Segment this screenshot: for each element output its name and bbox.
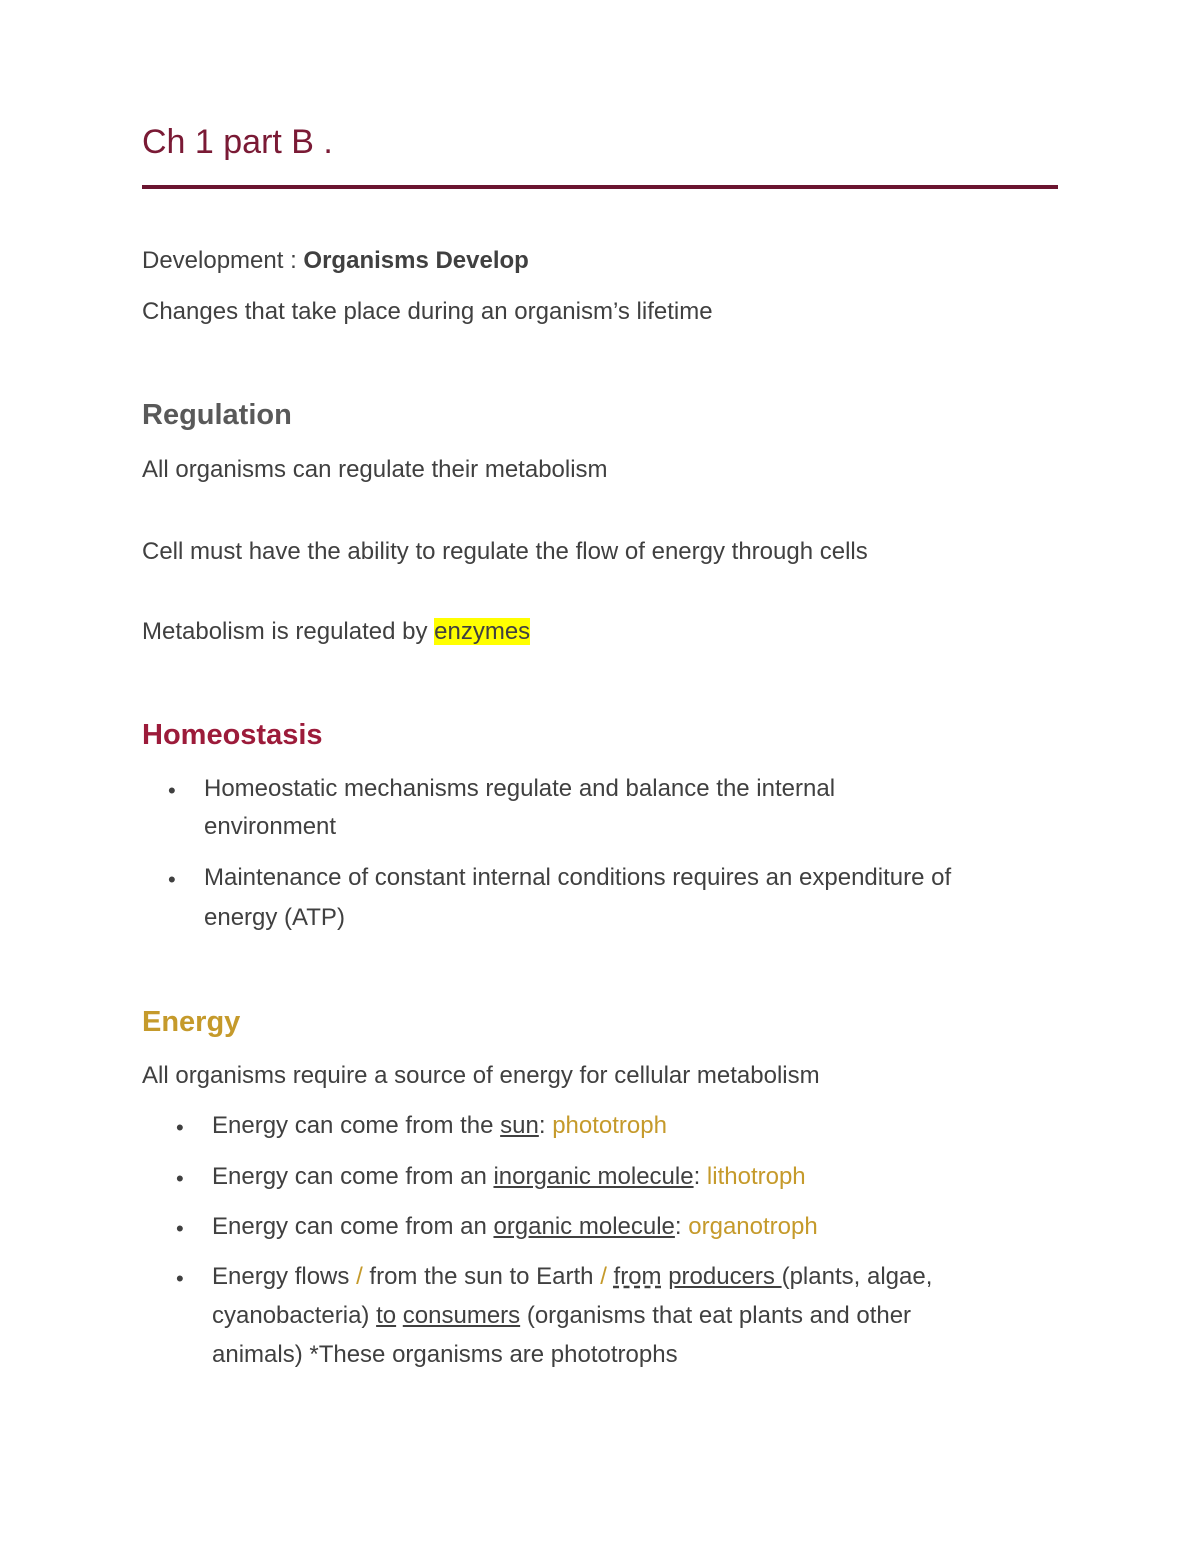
- bullet-icon: •: [176, 1216, 184, 1241]
- underline-consumers: consumers: [402, 1302, 521, 1329]
- text-plants-algae: (plants, algae,: [781, 1263, 933, 1290]
- highlight-enzymes: enzymes: [434, 618, 531, 645]
- energy-heading: Energy: [142, 1006, 241, 1038]
- regulation-line-3-text: Metabolism is regulated by: [142, 618, 435, 645]
- colon: :: [693, 1163, 707, 1190]
- colon: :: [538, 1112, 553, 1139]
- bullet-icon: •: [176, 1266, 184, 1291]
- energy-bullet-3-text: Energy can come from an: [212, 1213, 494, 1240]
- energy-bullet-3: [212, 1212, 818, 1242]
- regulation-line-3: [142, 617, 530, 647]
- slash-separator: /: [356, 1263, 363, 1290]
- energy-bullet-4-line-2: [212, 1301, 911, 1331]
- bullet-icon: •: [168, 778, 176, 803]
- underline-organic-molecule: organic molecule: [493, 1213, 675, 1240]
- text-cyanobacteria: cyanobacteria): [212, 1302, 377, 1329]
- bullet-icon: •: [168, 867, 176, 892]
- homeostasis-heading: Homeostasis: [142, 719, 323, 751]
- term-phototroph: phototroph: [552, 1112, 667, 1139]
- energy-intro: All organisms require a source of energy for cellular metabolism: [142, 1062, 820, 1089]
- colon: :: [674, 1213, 689, 1240]
- energy-bullet-4-line-1: [212, 1262, 932, 1292]
- text-energy-flows: Energy flows: [212, 1263, 357, 1290]
- homeostasis-bullet-2-line-2: energy (ATP): [204, 904, 345, 931]
- underline-sun: sun: [500, 1112, 539, 1139]
- underline-to: to: [376, 1302, 397, 1329]
- text-sun-to-earth: from the sun to Earth: [362, 1263, 601, 1290]
- homeostasis-bullet-2-line-1: Maintenance of constant internal conditions requires an expenditure of: [204, 864, 952, 891]
- bullet-icon: •: [176, 1166, 184, 1191]
- term-lithotroph: lithotroph: [706, 1163, 806, 1190]
- title-rule: [142, 185, 1058, 189]
- space: [607, 1263, 614, 1290]
- underline-inorganic-molecule: inorganic molecule: [493, 1163, 694, 1190]
- regulation-line-1: All organisms can regulate their metabolism: [142, 456, 608, 483]
- development-label: Development :: [142, 247, 304, 274]
- underline-from: from: [613, 1263, 662, 1290]
- energy-bullet-2: [212, 1162, 806, 1192]
- development-bold: Organisms Develop: [303, 247, 529, 274]
- energy-bullet-2-text: Energy can come from an: [212, 1163, 494, 1190]
- bullet-icon: •: [176, 1115, 184, 1140]
- page-title: Ch 1 part B .: [142, 123, 333, 161]
- energy-bullet-4-line-3: animals) *These organisms are phototrophs: [212, 1341, 678, 1368]
- slash-separator: /: [600, 1263, 607, 1290]
- development-line: [142, 246, 529, 276]
- energy-bullet-1: [212, 1111, 667, 1141]
- homeostasis-bullet-1-line-2: environment: [204, 813, 337, 840]
- underline-producers: producers: [668, 1263, 782, 1290]
- text-organisms-that-eat: (organisms that eat plants and other: [520, 1302, 912, 1329]
- energy-bullet-1-text: Energy can come from the: [212, 1112, 501, 1139]
- space: [396, 1302, 403, 1329]
- regulation-line-2: Cell must have the ability to regulate the flow of energy through cells: [142, 538, 868, 565]
- development-description: Changes that take place during an organism’s lifetime: [142, 298, 713, 325]
- term-organotroph: organotroph: [688, 1213, 818, 1240]
- regulation-heading: Regulation: [142, 399, 292, 431]
- homeostasis-bullet-1-line-1: Homeostatic mechanisms regulate and balance the internal: [204, 775, 836, 802]
